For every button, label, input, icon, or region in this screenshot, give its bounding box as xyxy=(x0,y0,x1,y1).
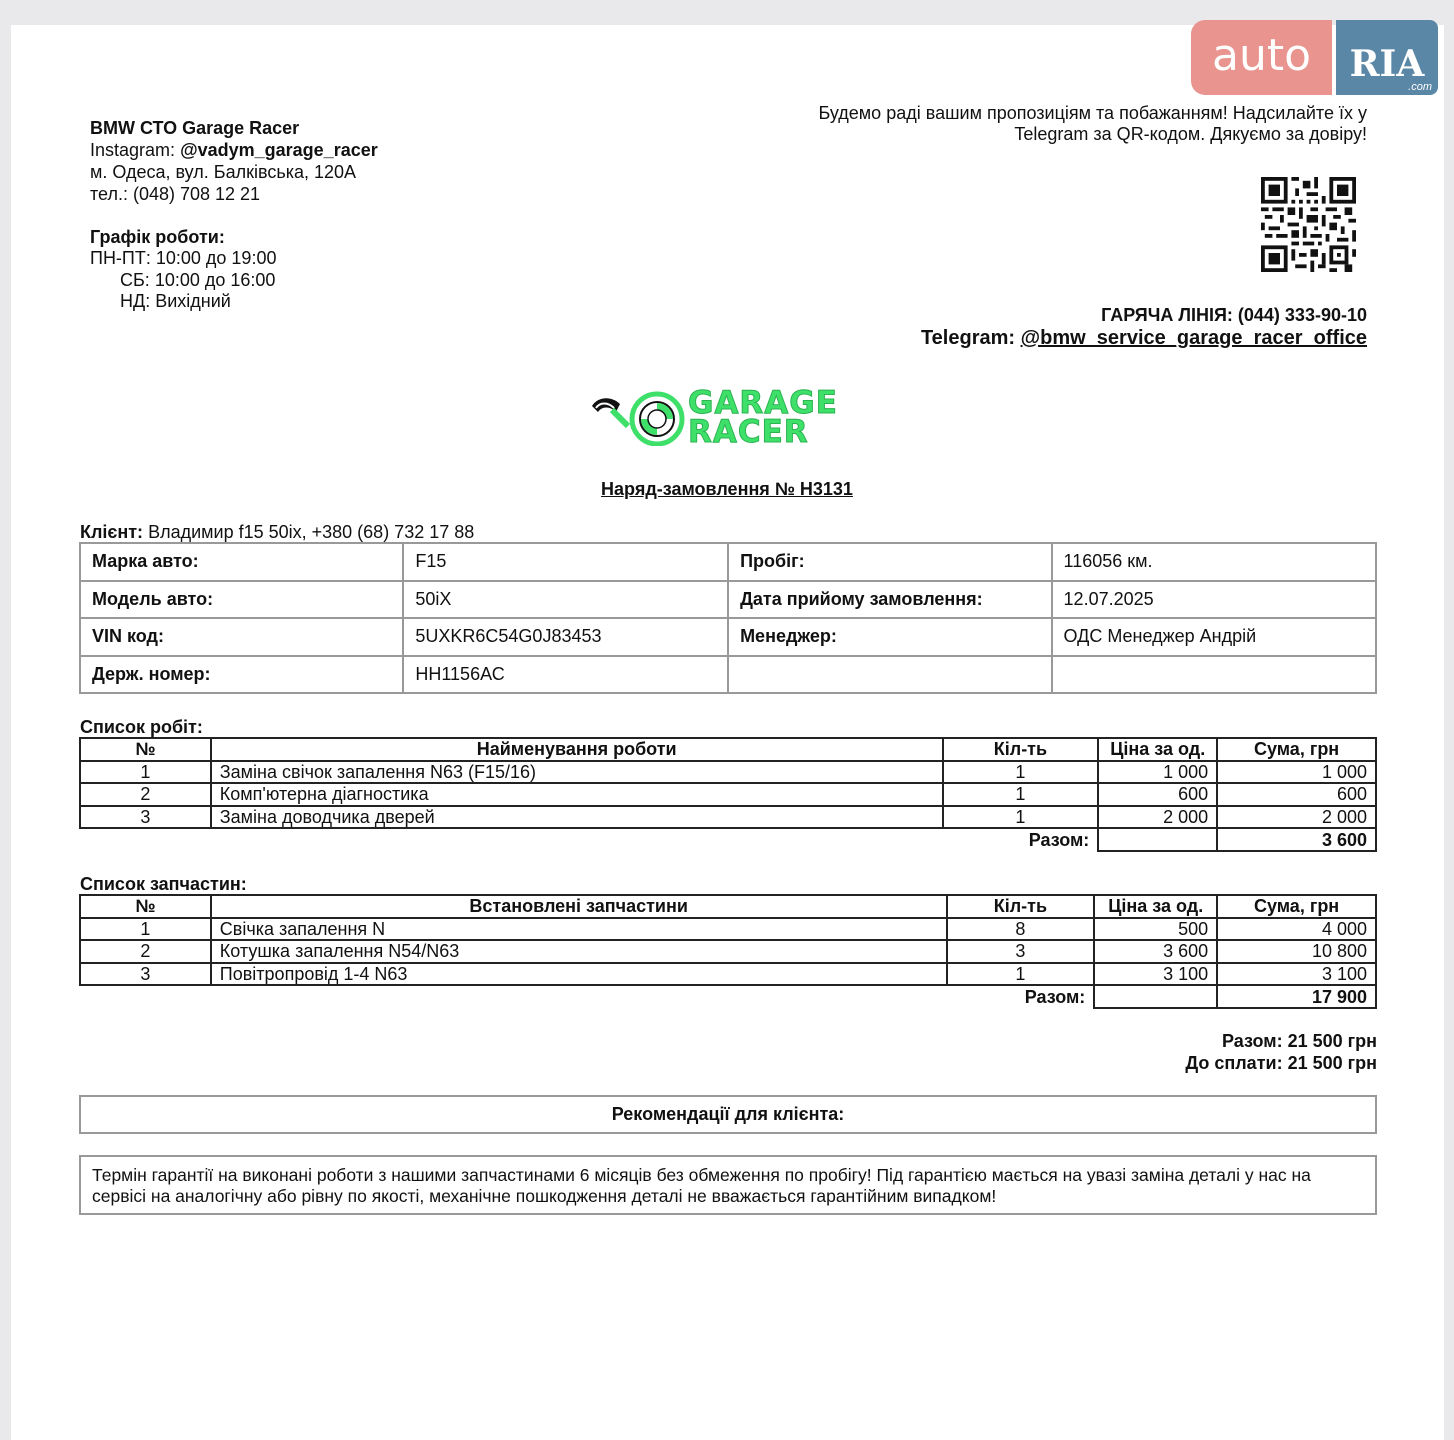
works-cell-sum: 2 000 xyxy=(1217,806,1376,829)
car-info-label: Марка авто: xyxy=(80,543,403,581)
car-info-label: Менеджер: xyxy=(728,618,1051,656)
logo-line1: GARAGE xyxy=(688,385,838,421)
works-cell-price: 2 000 xyxy=(1098,806,1217,829)
feedback-line1: Будемо раді вашим пропозиціям та побажанням! Надсилайте їх у xyxy=(818,103,1367,123)
works-cell-qty: 1 xyxy=(943,761,1099,784)
company-name: BMW СТО Garage Racer xyxy=(90,118,300,138)
order-title: Наряд-замовлення № Н3131 xyxy=(601,479,853,499)
car-info-row xyxy=(80,543,1376,581)
warranty-line2: сервісі на аналогічну або рівну по якості, механічне пошкодження деталі не вважається гарантійним випадком! xyxy=(92,1186,997,1206)
parts-header-sum: Сума, грн xyxy=(1217,895,1376,918)
telegram-link[interactable]: @bmw_service_garage_racer_office xyxy=(1020,327,1367,349)
works-cell-num: 3 xyxy=(80,806,211,829)
works-table xyxy=(79,737,1377,852)
car-info-value: 50iX xyxy=(403,581,728,619)
works-total-row xyxy=(80,828,1376,851)
parts-total-row xyxy=(80,985,1376,1008)
instagram-handle[interactable]: @vadym_garage_racer xyxy=(180,140,378,160)
parts-header-qty: Кіл-ть xyxy=(947,895,1095,918)
car-info-value: 116056 км. xyxy=(1052,543,1376,581)
car-info-value xyxy=(1052,656,1376,694)
parts-cell-name: Котушка запалення N54/N63 xyxy=(211,940,947,963)
works-cell-num: 1 xyxy=(80,761,211,784)
works-cell-num: 2 xyxy=(80,783,211,806)
parts-row xyxy=(80,940,1376,963)
works-header-sum: Сума, грн xyxy=(1217,738,1376,761)
parts-header-num: № xyxy=(80,895,211,918)
works-cell-name: Заміна свічок запалення N63 (F15/16) xyxy=(211,761,943,784)
parts-header-name: Встановлені запчастини xyxy=(211,895,947,918)
warranty-line1: Термін гарантії на виконані роботи з нашими запчастинами 6 місяців без обмеження по пробігу! Під гарантією мається на увазі заміна деталі у нас на xyxy=(92,1165,1311,1185)
parts-title: Список запчастин: xyxy=(80,874,247,894)
works-row xyxy=(80,761,1376,784)
parts-cell-sum: 3 100 xyxy=(1217,963,1376,986)
schedule-weekdays: ПН-ПТ: 10:00 до 19:00 xyxy=(90,248,277,268)
instagram-label: Instagram: xyxy=(90,140,176,160)
car-info-row xyxy=(80,656,1376,694)
hotline: ГАРЯЧА ЛІНІЯ: (044) 333-90-10 xyxy=(1101,305,1367,325)
works-title: Список робіт: xyxy=(80,717,203,737)
car-info-row xyxy=(80,618,1376,656)
works-cell-sum: 1 000 xyxy=(1217,761,1376,784)
company-instagram xyxy=(90,139,378,161)
summary-to-pay: До сплати: 21 500 грн xyxy=(1185,1053,1377,1073)
parts-cell-price: 3 100 xyxy=(1094,963,1217,986)
parts-cell-sum: 4 000 xyxy=(1217,918,1376,941)
company-address: м. Одеса, вул. Балківська, 120А xyxy=(90,162,357,182)
car-info-value: НН1156АС xyxy=(403,656,728,694)
qr-code-icon[interactable] xyxy=(1261,177,1356,272)
telegram-line xyxy=(921,326,1367,350)
logo-line2: RACER xyxy=(688,414,809,450)
client-value: Владимир f15 50ix, +380 (68) 732 17 88 xyxy=(148,522,475,542)
warranty-box xyxy=(79,1155,1377,1215)
client-line xyxy=(80,521,474,543)
works-header-name: Найменування роботи xyxy=(211,738,943,761)
watermark-com-text: .com xyxy=(1408,81,1432,93)
garage-racer-logo-icon xyxy=(588,390,688,446)
parts-total-empty xyxy=(1094,985,1217,1008)
car-info-label: Модель авто: xyxy=(80,581,403,619)
works-header-price: Ціна за од. xyxy=(1098,738,1217,761)
summary-total: Разом: 21 500 грн xyxy=(1222,1031,1377,1051)
autoria-watermark-auto xyxy=(1191,20,1332,95)
car-info-label: VIN код: xyxy=(80,618,403,656)
works-header-row xyxy=(80,738,1376,761)
works-cell-name: Комп'ютерна діагностика xyxy=(211,783,943,806)
recommendations-box xyxy=(79,1095,1377,1134)
car-info-value: 5UXKR6C54G0J83453 xyxy=(403,618,728,656)
car-info-label: Пробіг: xyxy=(728,543,1051,581)
works-total-value: 3 600 xyxy=(1217,828,1376,851)
watermark-auto-text: auto xyxy=(1211,30,1312,81)
client-label: Клієнт: xyxy=(80,522,144,542)
autoria-watermark-ria xyxy=(1336,20,1438,95)
parts-cell-sum: 10 800 xyxy=(1217,940,1376,963)
recommendations-title: Рекомендації для клієнта: xyxy=(611,1104,845,1124)
works-header-num: № xyxy=(80,738,211,761)
works-cell-price: 1 000 xyxy=(1098,761,1217,784)
parts-total-label: Разом: xyxy=(1024,987,1086,1008)
works-cell-name: Заміна доводчика дверей xyxy=(211,806,943,829)
schedule-sunday: НД: Вихідний xyxy=(120,291,231,311)
car-info-label xyxy=(728,656,1051,694)
parts-cell-num: 3 xyxy=(80,963,211,986)
parts-row xyxy=(80,963,1376,986)
parts-cell-qty: 3 xyxy=(947,940,1095,963)
parts-cell-qty: 8 xyxy=(947,918,1095,941)
works-total-empty xyxy=(1098,828,1217,851)
parts-row xyxy=(80,918,1376,941)
car-info-value: F15 xyxy=(403,543,728,581)
telegram-label: Telegram: xyxy=(920,327,1016,349)
car-info-label: Держ. номер: xyxy=(80,656,403,694)
schedule-saturday: СБ: 10:00 до 16:00 xyxy=(120,270,276,290)
works-cell-price: 600 xyxy=(1098,783,1217,806)
parts-cell-price: 3 600 xyxy=(1094,940,1217,963)
parts-table xyxy=(79,894,1377,1009)
works-row xyxy=(80,783,1376,806)
feedback-line2: Telegram за QR-кодом. Дякуємо за довіру! xyxy=(1014,124,1367,144)
parts-header-price: Ціна за од. xyxy=(1094,895,1217,918)
company-phone: тел.: (048) 708 12 21 xyxy=(90,184,261,204)
parts-cell-num: 2 xyxy=(80,940,211,963)
schedule-title: Графік роботи: xyxy=(90,227,225,247)
parts-cell-name: Свічка запалення N xyxy=(211,918,947,941)
watermark-ria-text: RIA xyxy=(1349,43,1425,85)
works-total-label: Разом: xyxy=(1028,830,1090,851)
parts-cell-price: 500 xyxy=(1094,918,1217,941)
logo-wordmark xyxy=(688,385,838,450)
document-page xyxy=(11,25,1444,1440)
parts-cell-num: 1 xyxy=(80,918,211,941)
works-cell-sum: 600 xyxy=(1217,783,1376,806)
works-row xyxy=(80,806,1376,829)
car-info-value: 12.07.2025 xyxy=(1052,581,1376,619)
parts-total-value: 17 900 xyxy=(1217,985,1376,1008)
parts-cell-name: Повітропровід 1-4 N63 xyxy=(211,963,947,986)
car-info-value: ОДС Менеджер Андрій xyxy=(1052,618,1376,656)
car-info-table xyxy=(79,542,1377,694)
works-header-qty: Кіл-ть xyxy=(943,738,1099,761)
car-info-row xyxy=(80,581,1376,619)
works-cell-qty: 1 xyxy=(943,783,1099,806)
parts-header-row xyxy=(80,895,1376,918)
parts-cell-qty: 1 xyxy=(947,963,1095,986)
works-cell-qty: 1 xyxy=(943,806,1099,829)
car-info-label: Дата прийому замовлення: xyxy=(728,581,1051,619)
